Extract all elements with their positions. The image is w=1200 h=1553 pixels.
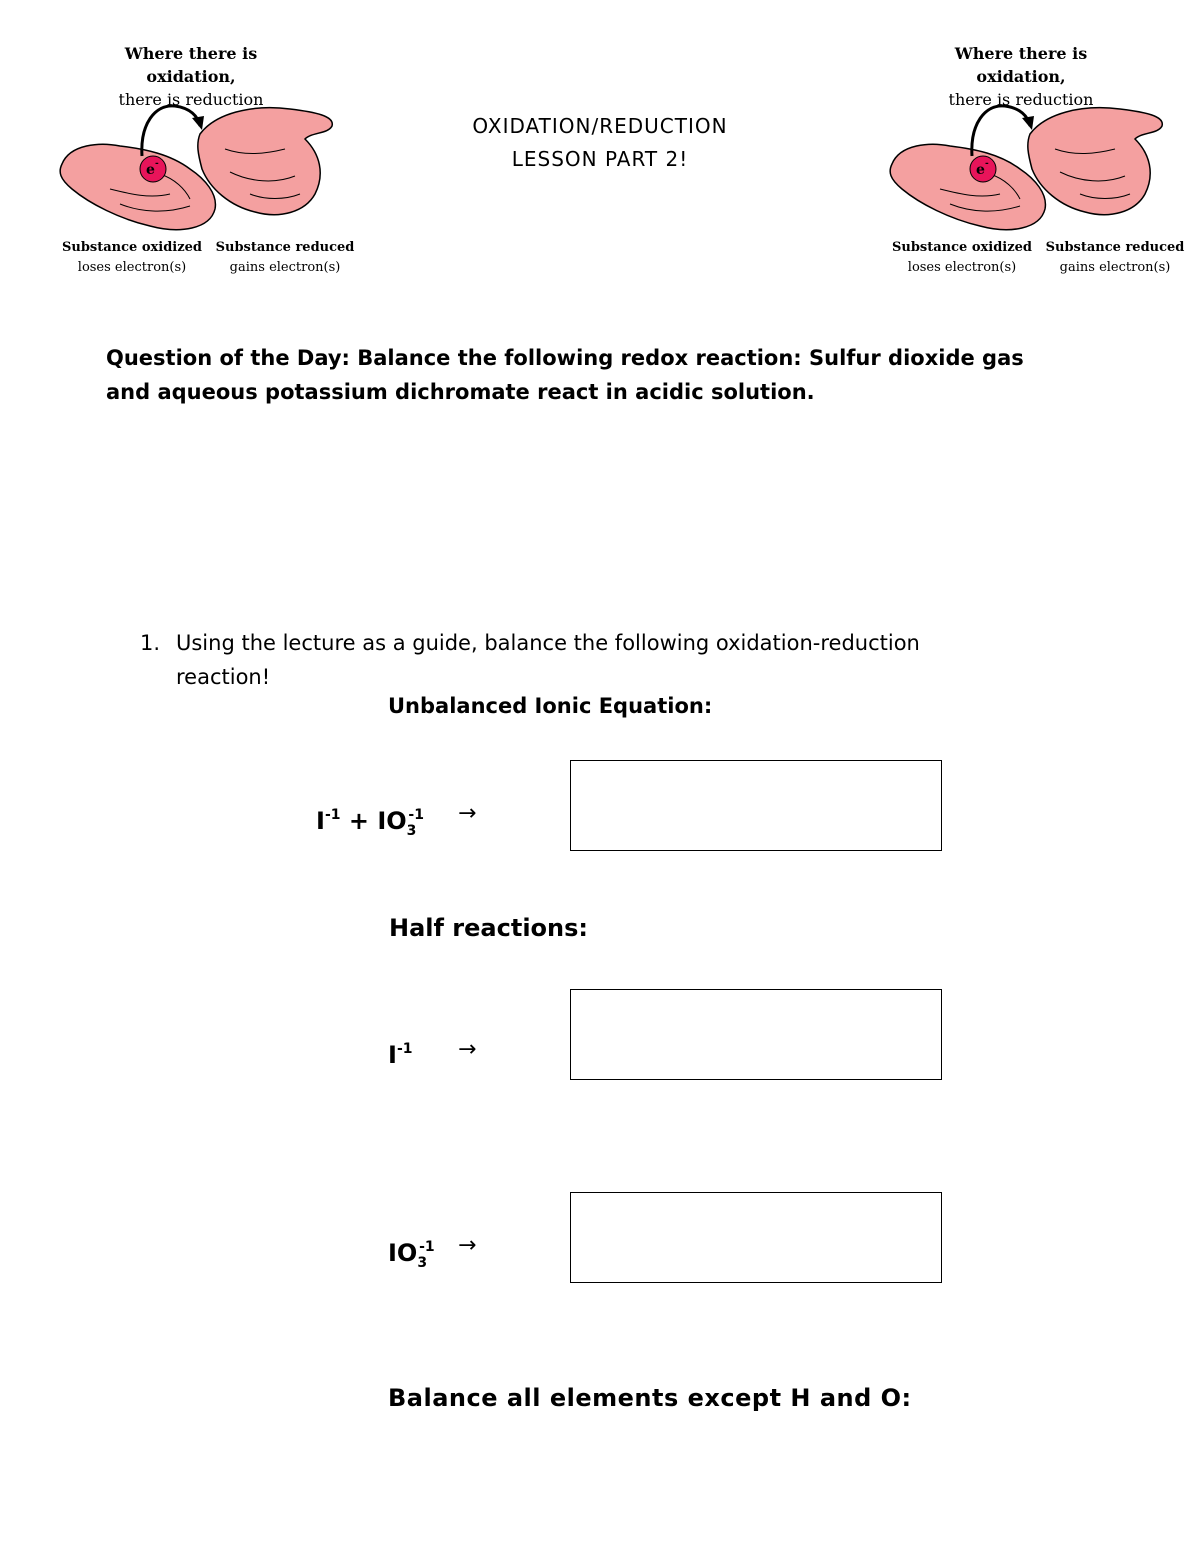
caption-oxidized: Substance oxidized loses electron(s): [892, 240, 1032, 275]
redox-illustration-left: [50, 42, 355, 292]
answer-box-unbalanced[interactable]: [570, 760, 942, 851]
question-number: 1.: [140, 631, 161, 655]
hands-electron-icon: [880, 94, 1180, 244]
heading-balance-elements: Balance all elements except H and O:: [388, 1384, 912, 1412]
caption-reduced: Substance reduced gains electron(s): [1045, 240, 1185, 275]
heading-unbalanced-equation: Unbalanced Ionic Equation:: [388, 694, 713, 718]
question-text: Using the lecture as a guide, balance the following oxidation-reduction: [176, 631, 920, 655]
reaction-arrow: →: [458, 801, 477, 826]
half-reaction-iodate: $IO_3^{-1}$: [388, 1239, 435, 1271]
redox-illustration-right: [880, 42, 1185, 292]
caption-oxidized: Substance oxidized loses electron(s): [62, 240, 202, 275]
page-title: OXIDATION/REDUCTION LESSON PART 2!: [472, 114, 728, 171]
reaction-arrow: →: [458, 1037, 477, 1062]
answer-box-half-reaction-2[interactable]: [570, 1192, 942, 1283]
svg-text:-: -: [985, 159, 989, 169]
unbalanced-equation: $I^{-1} + IO_3^{-1}$: [316, 807, 424, 839]
answer-box-half-reaction-1[interactable]: [570, 989, 942, 1080]
svg-text:e: e: [146, 162, 155, 178]
svg-text:-: -: [155, 159, 159, 169]
heading-half-reactions: Half reactions:: [389, 914, 588, 942]
illustration-caption-top: Where there is oxidation, there is reduction: [948, 44, 1094, 109]
caption-reduced: Substance reduced gains electron(s): [215, 240, 355, 275]
question-of-the-day: Question of the Day: Balance the following redox reaction: Sulfur dioxide gas and aqueous potassium dichromate react in acidic solution.: [106, 346, 1024, 404]
hands-electron-icon: [50, 94, 350, 244]
reaction-arrow: →: [458, 1233, 477, 1258]
svg-text:e: e: [976, 162, 985, 178]
half-reaction-iodide: $I^{-1}$: [388, 1041, 413, 1069]
question-text-continued: reaction!: [176, 665, 271, 689]
illustration-caption-top: Where there is oxidation, there is reduction: [118, 44, 264, 109]
